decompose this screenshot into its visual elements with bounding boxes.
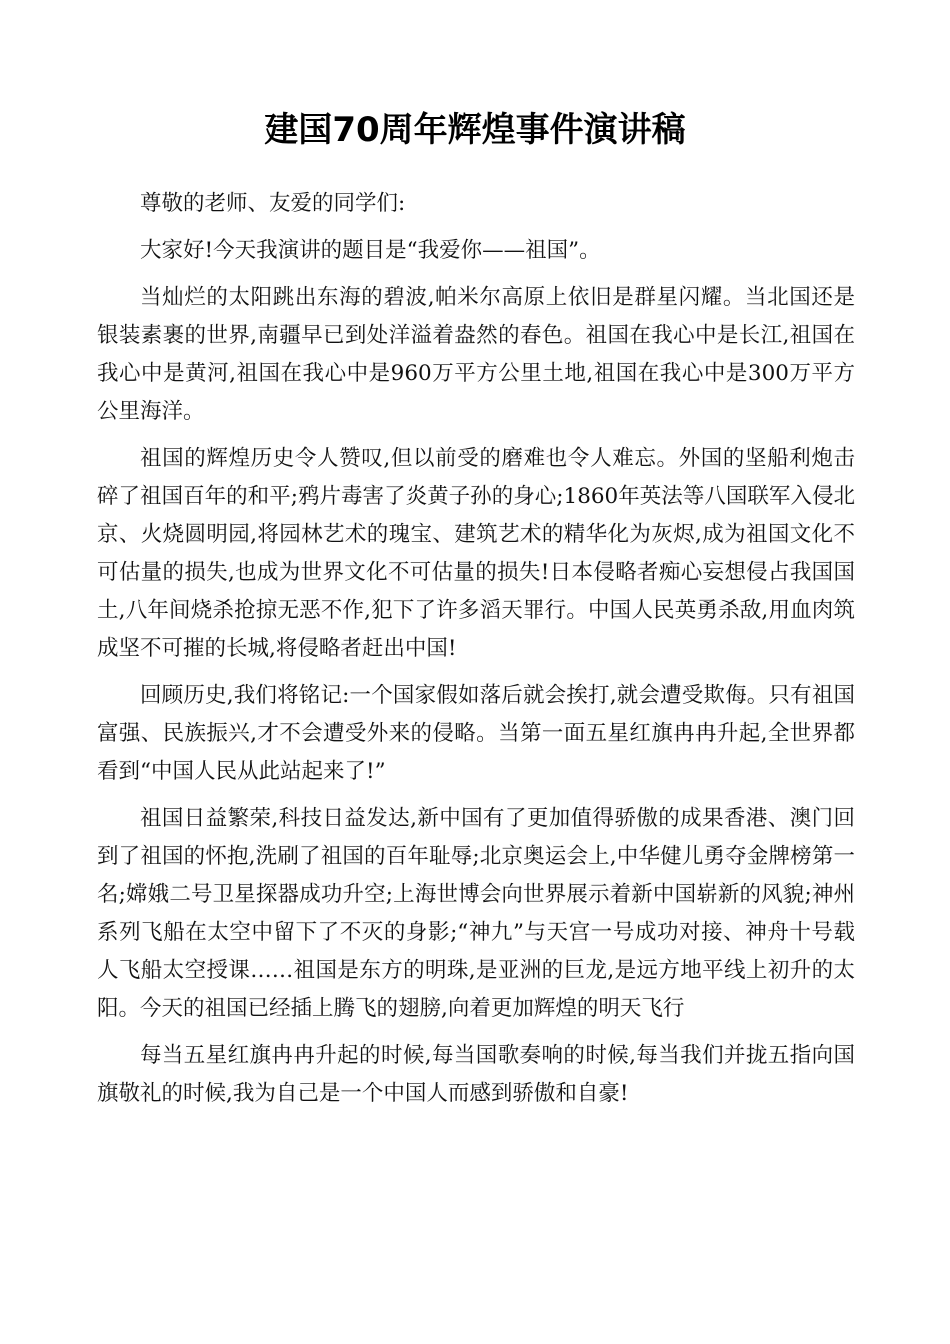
paragraph-homeland: 当灿烂的太阳跳出东海的碧波,帕米尔高原上依旧是群星闪耀。当北国还是银装素裹的世界,南疆早已到处洋溢着盎然的春色。祖国在我心中是长江,祖国在我心中是黄河,祖国在我心中是960万平方公里土地,祖国在我心中是300万平方公里海洋。 [97,285,855,424]
paragraph-intro: 大家好!今天我演讲的题目是“我爱你——祖国”。 [140,238,601,263]
document-title: 建国70周年辉煌事件演讲稿 [264,110,686,150]
paragraph-history: 祖国的辉煌历史令人赞叹,但以前受的磨难也令人难忘。外国的坚船利炮击碎了祖国百年的和平;鸦片毒害了炎黄子孙的身心;1860年英法等八国联军入侵北京、火烧圆明园,将园林艺术的瑰宝、建筑艺术的精华化为灰烬,成为祖国文化不可估量的损失,也成为世界文化不可估量的损失!日本侵略者痴心妄想侵占我国国土,八年间烧杀抢掠无恶不作,犯下了许多滔天罪行。中国人民英勇杀敌,用血肉筑成坚不可摧的长城,将侵略者赶出中国! [97,446,855,661]
paragraph-achievements: 祖国日益繁荣,科技日益发达,新中国有了更加值得骄傲的成果香港、澳门回到了祖国的怀抱,洗刷了祖国的百年耻辱;北京奥运会上,中华健儿勇夺金牌榜第一名;嫦娥二号卫星探器成功升空;上海世博会向世界展示着新中国崭新的风貌;神州系列飞船在太空中留下了不灭的身影;“神九”与天宫一号成功对接、神舟十号载人飞船太空授课……祖国是东方的明珠,是亚洲的巨龙,是远方地平线上初升的太阳。今天的祖国已经插上腾飞的翅膀,向着更加辉煌的明天飞行 [97,806,855,1021]
paragraph-reflection: 回顾历史,我们将铭记:一个国家假如落后就会挨打,就会遭受欺侮。只有祖国富强、民族振兴,才不会遭受外来的侵略。当第一面五星红旗冉冉升起,全世界都看到“中国人民从此站起来了!” [97,683,855,784]
document-body [97,185,855,1122]
paragraph-conclusion: 每当五星红旗冉冉升起的时候,每当国歌奏响的时候,每当我们并拢五指向国旗敬礼的时候,我为自己是一个中国人而感到骄傲和自豪! [97,1043,855,1106]
paragraph-greeting: 尊敬的老师、友爱的同学们: [140,191,406,216]
